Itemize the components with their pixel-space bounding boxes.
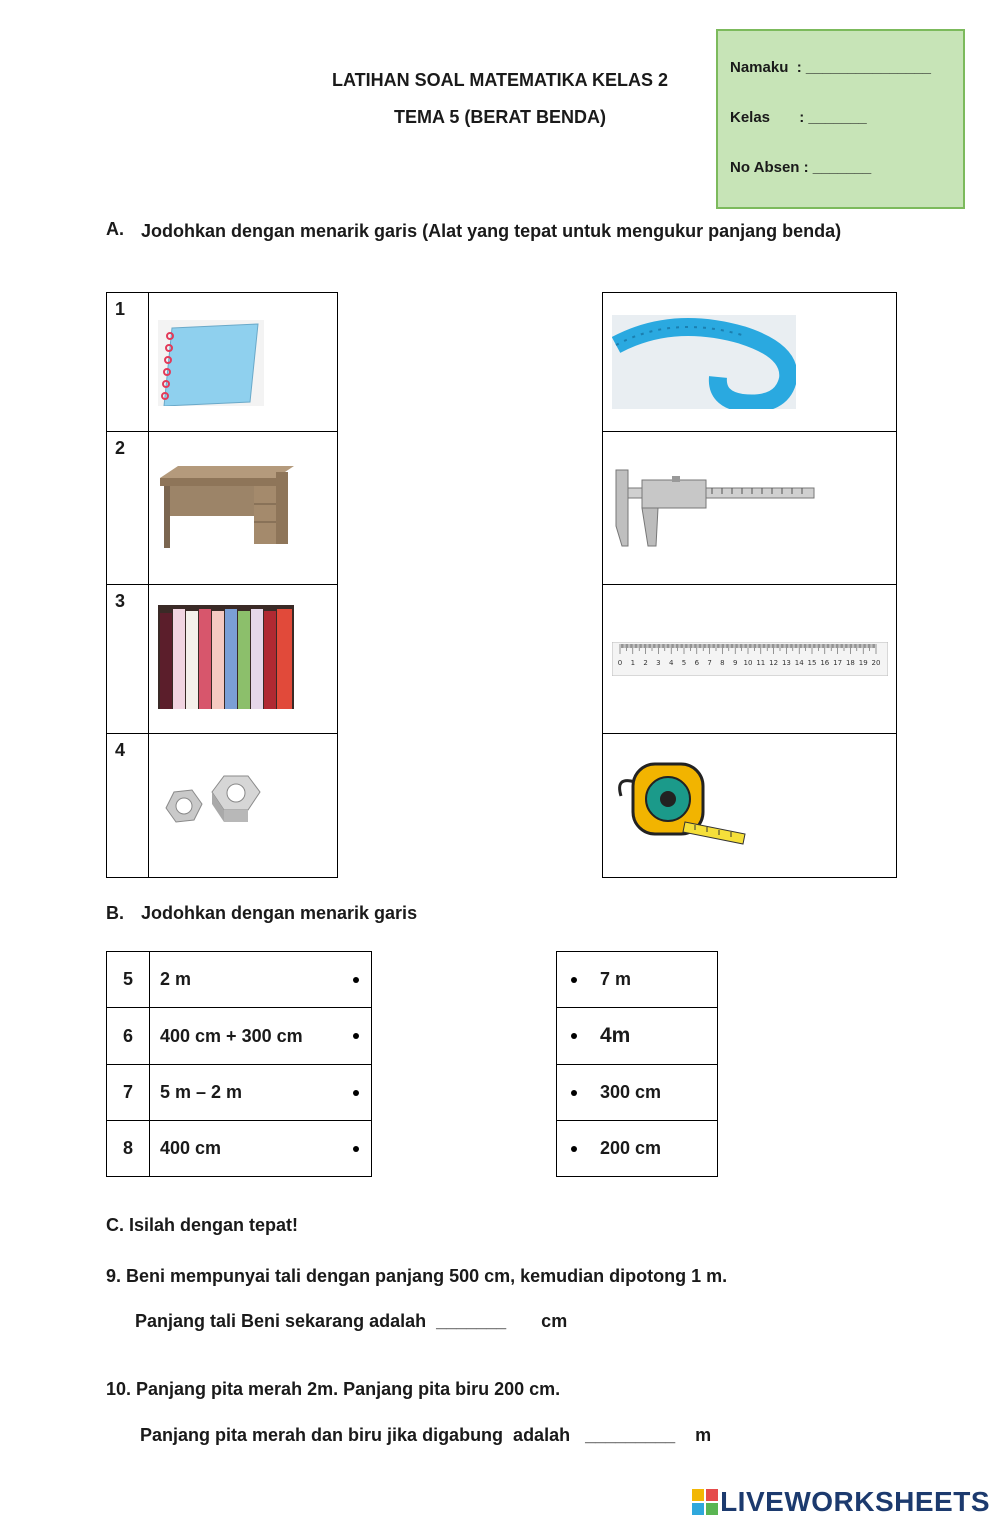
answer-text: 300 cm [600, 1082, 662, 1102]
item-number: 4 [107, 734, 149, 878]
ruler-label: 6 [694, 659, 700, 667]
match-dot[interactable] [571, 1146, 577, 1152]
class-field[interactable]: Kelas : _______ [730, 109, 867, 126]
item-number: 2 [107, 432, 149, 585]
right-answer[interactable] [557, 1121, 718, 1177]
tool-image-cell[interactable] [603, 432, 897, 585]
fabric-rolls-icon [158, 605, 294, 709]
absen-field[interactable]: No Absen : _______ [730, 159, 872, 176]
ruler-label: 20 [871, 659, 881, 667]
tool-image-cell[interactable] [603, 734, 897, 878]
section-b-left-table [106, 951, 372, 1177]
ruler-label: 11 [756, 659, 766, 667]
expression-text: 5 m – 2 m [160, 1082, 243, 1102]
ruler-label: 2 [643, 659, 648, 667]
ruler-label: 16 [820, 659, 830, 667]
question-9: 9. Beni mempunyai tali dengan panjang 500 cm, kemudian dipotong 1 m. [106, 1266, 728, 1286]
left-expression[interactable] [150, 1121, 372, 1177]
liveworksheets-logo[interactable] [692, 1486, 990, 1518]
row-number: 6 [107, 1008, 150, 1065]
section-b-letter: B. [106, 903, 124, 923]
left-expression[interactable] [150, 1008, 372, 1065]
item-image-cell[interactable] [149, 585, 338, 734]
left-expression[interactable] [150, 952, 372, 1008]
logo-icon [692, 1489, 718, 1515]
ruler-label: 5 [681, 659, 687, 667]
tool-image-cell[interactable] [603, 293, 897, 432]
ruler-label: 19 [858, 659, 868, 667]
title-line-2: TEMA 5 (BERAT BENDA) [394, 107, 606, 127]
tool-image-cell[interactable] [603, 585, 897, 734]
ruler-label: 17 [833, 659, 843, 667]
expression-text: 2 m [160, 969, 192, 989]
expression-text: 400 cm + 300 cm [160, 1025, 303, 1046]
ruler-label: 14 [794, 659, 804, 667]
item-image-cell[interactable] [149, 734, 338, 878]
row-number: 7 [107, 1065, 150, 1121]
left-expression[interactable] [150, 1065, 372, 1121]
answer-text: 200 cm [600, 1138, 662, 1158]
measuring-tape-icon [612, 315, 796, 409]
item-number: 1 [107, 293, 149, 432]
tape-measure-icon [615, 756, 749, 852]
answer-text: 4m [600, 1024, 631, 1047]
row-number: 8 [107, 1121, 150, 1177]
desk-icon [158, 464, 294, 552]
ruler-label: 3 [656, 659, 661, 667]
expression-text: 400 cm [160, 1138, 222, 1158]
right-answer[interactable] [557, 1065, 718, 1121]
hex-nuts-icon [158, 774, 268, 834]
section-b-right-table [556, 951, 718, 1177]
match-dot[interactable] [353, 1090, 359, 1096]
title-line-1: LATIHAN SOAL MATEMATIKA KELAS 2 [332, 70, 668, 90]
item-image-cell[interactable] [149, 432, 338, 585]
question-9-answer[interactable]: Panjang tali Beni sekarang adalah _______ cm [135, 1311, 568, 1331]
match-dot[interactable] [353, 1146, 359, 1152]
match-dot[interactable] [353, 1033, 359, 1039]
section-b-instruction: Jodohkan dengan menarik garis [141, 903, 418, 923]
right-answer[interactable] [557, 952, 718, 1008]
match-dot[interactable] [571, 977, 577, 983]
ruler-label: 13 [781, 659, 791, 667]
ruler-label: 1 [630, 659, 636, 667]
ruler-label: 0 [617, 659, 623, 667]
match-dot[interactable] [571, 1033, 577, 1039]
ruler-label: 7 [707, 659, 712, 667]
ruler-label: 18 [845, 659, 855, 667]
ruler-label: 10 [743, 659, 753, 667]
answer-text: 7 m [600, 969, 632, 989]
ruler-label: 4 [668, 659, 674, 667]
ruler-icon [612, 642, 888, 676]
right-answer[interactable] [557, 1008, 718, 1065]
ruler-label: 12 [769, 659, 779, 667]
match-dot[interactable] [571, 1090, 577, 1096]
question-10: 10. Panjang pita merah 2m. Panjang pita biru 200 cm. [106, 1379, 561, 1399]
notebook-icon [158, 320, 264, 406]
item-image-cell[interactable] [149, 293, 338, 432]
ruler-label: 9 [732, 659, 738, 667]
logo-text: LIVEWORKSHEETS [720, 1486, 990, 1517]
section-c-heading: C. Isilah dengan tepat! [106, 1215, 299, 1235]
section-a-letter: A. [106, 219, 124, 239]
section-a-instruction: Jodohkan dengan menarik garis (Alat yang tepat untuk mengukur panjang benda) [141, 221, 842, 241]
question-10-answer[interactable]: Panjang pita merah dan biru jika digabung adalah _________ m [140, 1425, 712, 1445]
name-field[interactable]: Namaku : _______________ [730, 59, 931, 76]
ruler-label: 8 [720, 659, 725, 667]
ruler-label: 15 [807, 659, 817, 667]
match-dot[interactable] [353, 977, 359, 983]
section-a-right-table [602, 292, 897, 878]
section-a-left-table [106, 292, 338, 878]
row-number: 5 [107, 952, 150, 1008]
vernier-caliper-icon [612, 466, 816, 550]
item-number: 3 [107, 585, 149, 734]
student-info-box [716, 29, 965, 209]
